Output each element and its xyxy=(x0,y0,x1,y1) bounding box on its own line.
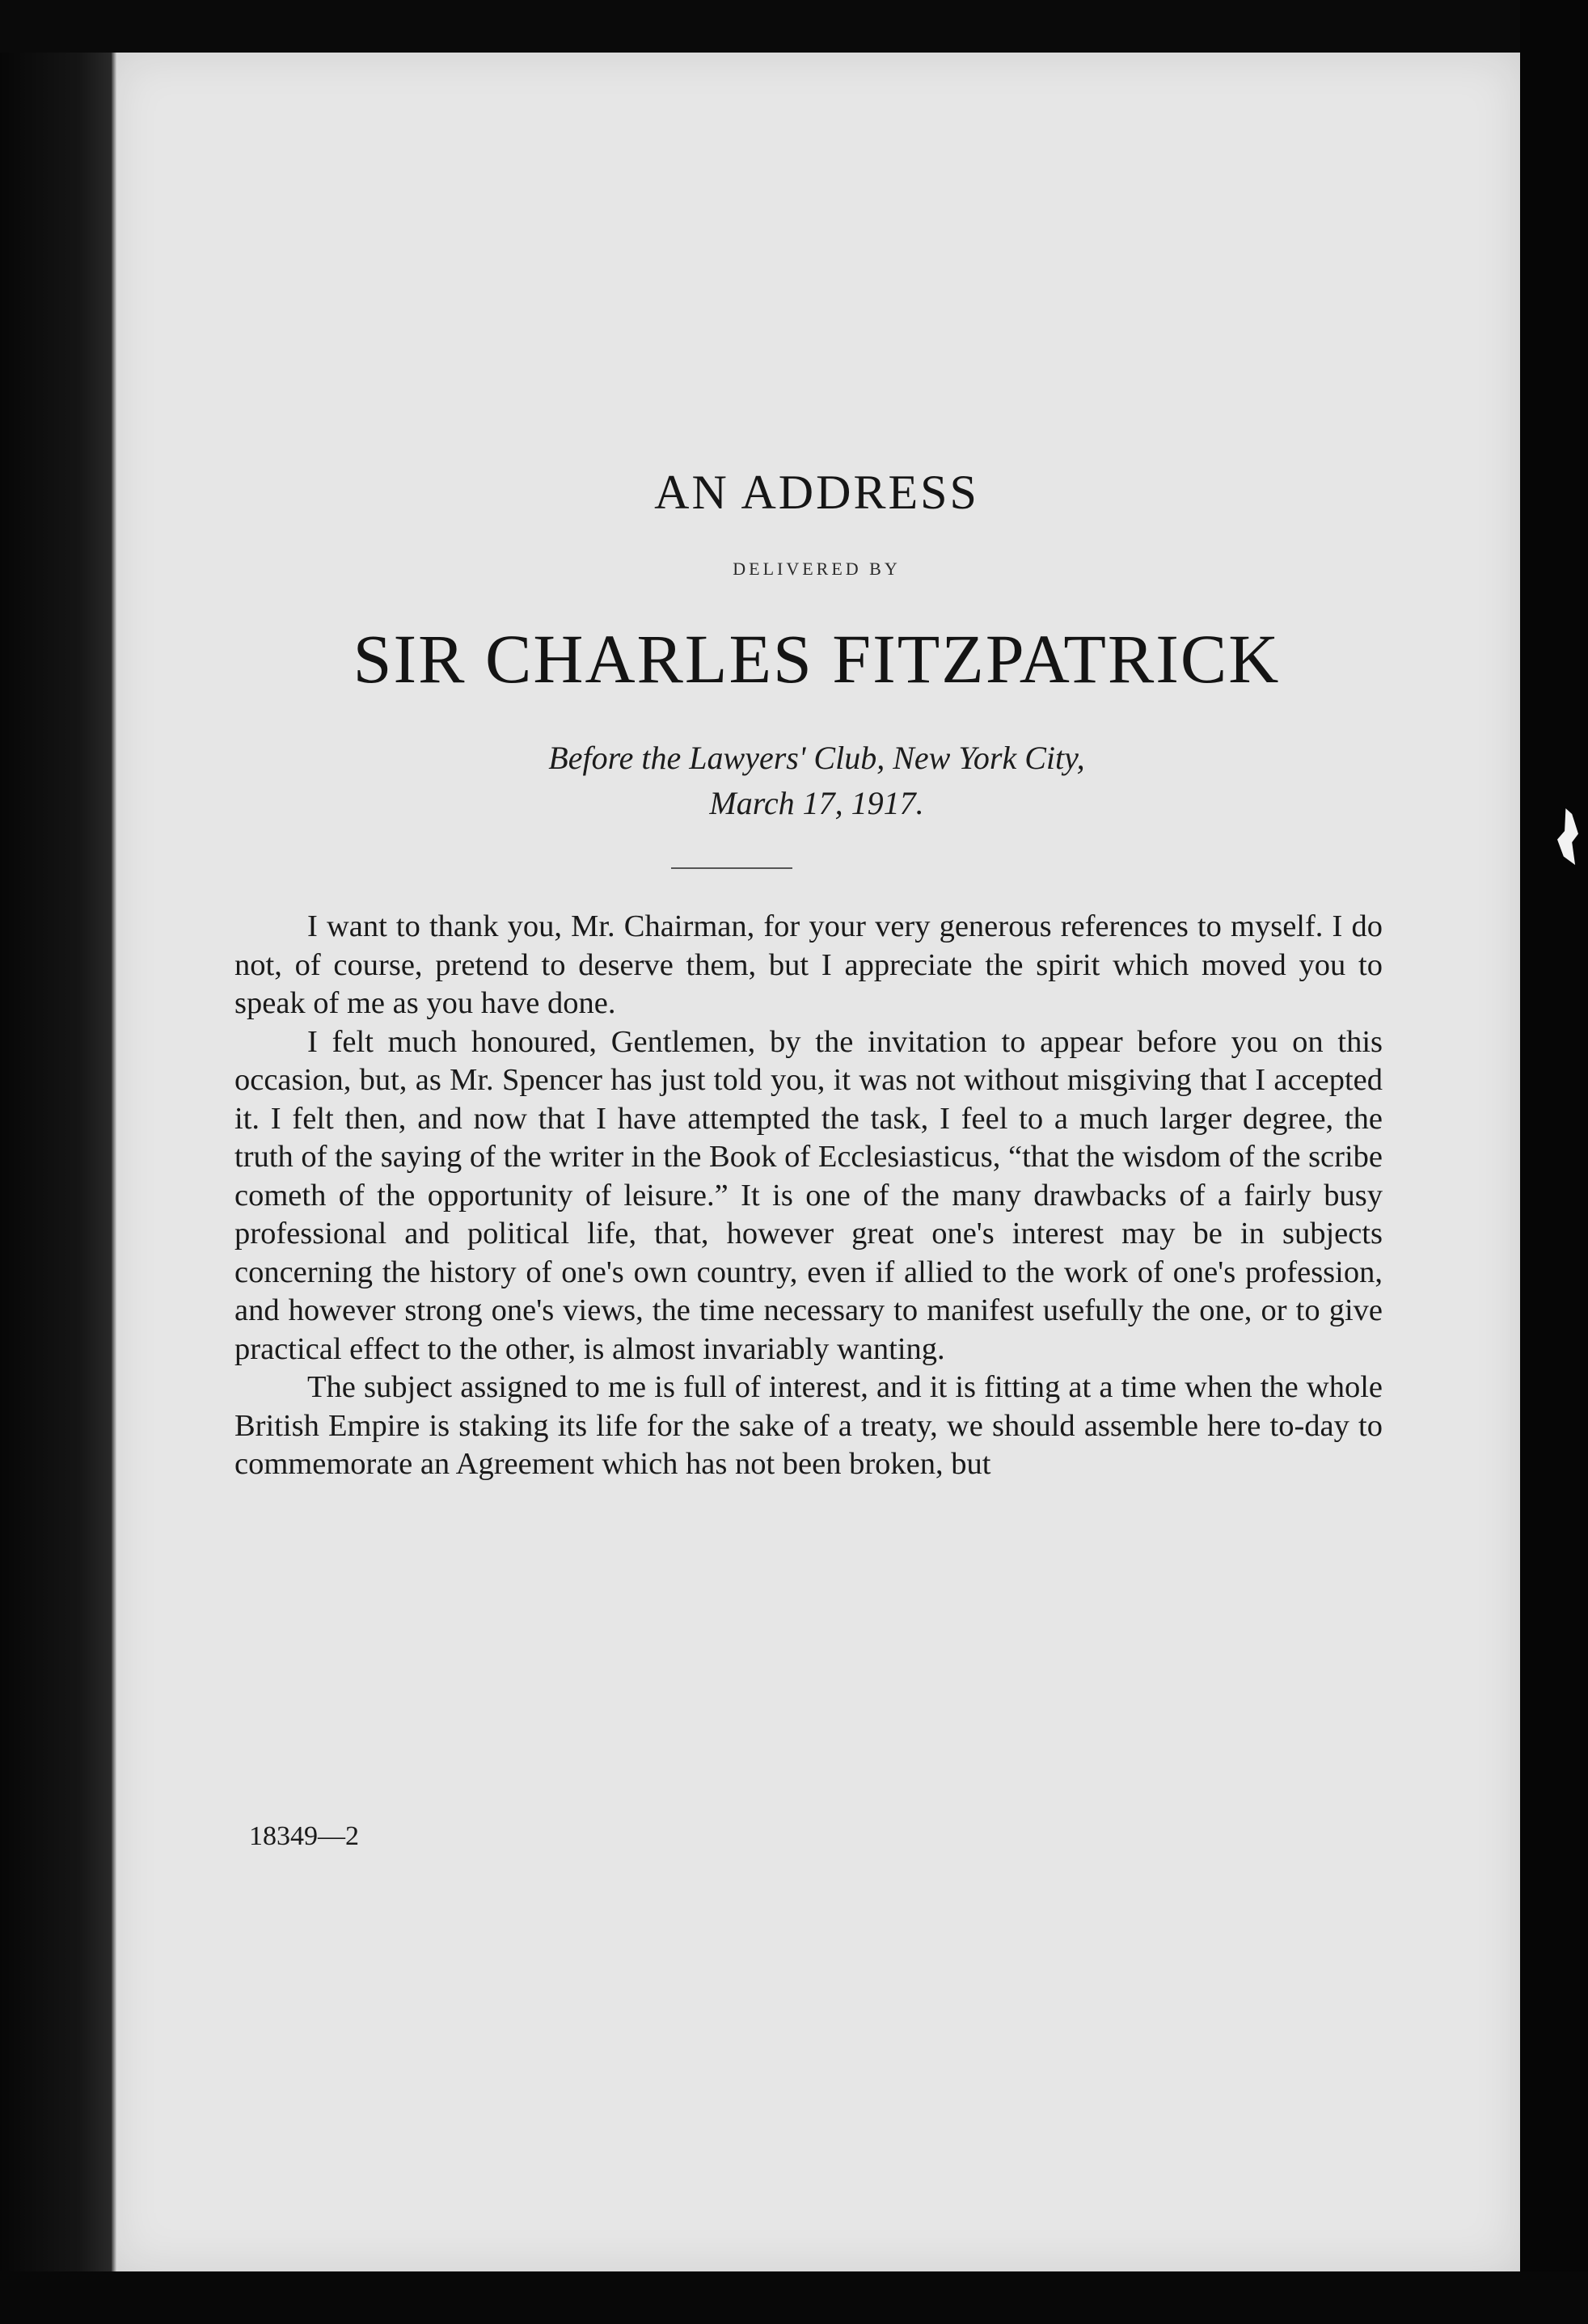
scan-left-margin xyxy=(0,0,113,2324)
venue-line: Before the Lawyers' Club, New York City, xyxy=(548,740,1085,776)
binding-edge xyxy=(112,53,116,2271)
scan-bottom-margin xyxy=(0,2271,1588,2324)
delivered-by-line: DELIVERED BY xyxy=(733,559,901,579)
date-line: March 17, 1917. xyxy=(709,785,924,821)
speaker-name: SIR CHARLES FITZPATRICK xyxy=(353,620,1281,698)
address-body xyxy=(234,908,1383,1484)
paragraph-1: I want to thank you, Mr. Chairman, for your very generous references to myself. I do not, of course, pretend to deserve them, but I appreciate the spirit which moved you to speak of me as you have done. xyxy=(234,909,1383,1020)
document-page xyxy=(113,53,1520,2271)
page-title: AN ADDRESS xyxy=(654,466,979,519)
paragraph-2: I felt much honoured, Gentlemen, by the invitation to appear before you on this occasion, but, as Mr. Spencer has just told you, it was not without misgiving that I accepted it. I felt then, and now that I have attempted the task, I feel to a much larger degree, the truth of the saying of the writer in the Book of Ecclesiasticus, “that the wisdom of the scribe cometh of the opportunity of leisure.” It is one of the many drawbacks of a fairly busy professional and political life, that, however great one's interest may be in subjects concerning the history of one's own country, even if allied to the work of one's profession, and however strong one's views, the time necessary to manifest usefully the one, or to give practical effect to the other, is almost invariably wanting. xyxy=(234,1024,1383,1366)
paragraph-3: The subject assigned to me is full of interest, and it is fitting at a time when the whole British Empire is staking its life for the sake of a treaty, we should assemble here to-day to commemorate an Agreement which has not been broken, but xyxy=(234,1370,1383,1481)
printer-signature: 18349—2 xyxy=(249,1821,359,1851)
scan-top-margin xyxy=(0,0,1588,53)
scan-right-margin xyxy=(1520,0,1588,2324)
divider xyxy=(671,867,792,869)
venue-date xyxy=(113,736,1520,826)
